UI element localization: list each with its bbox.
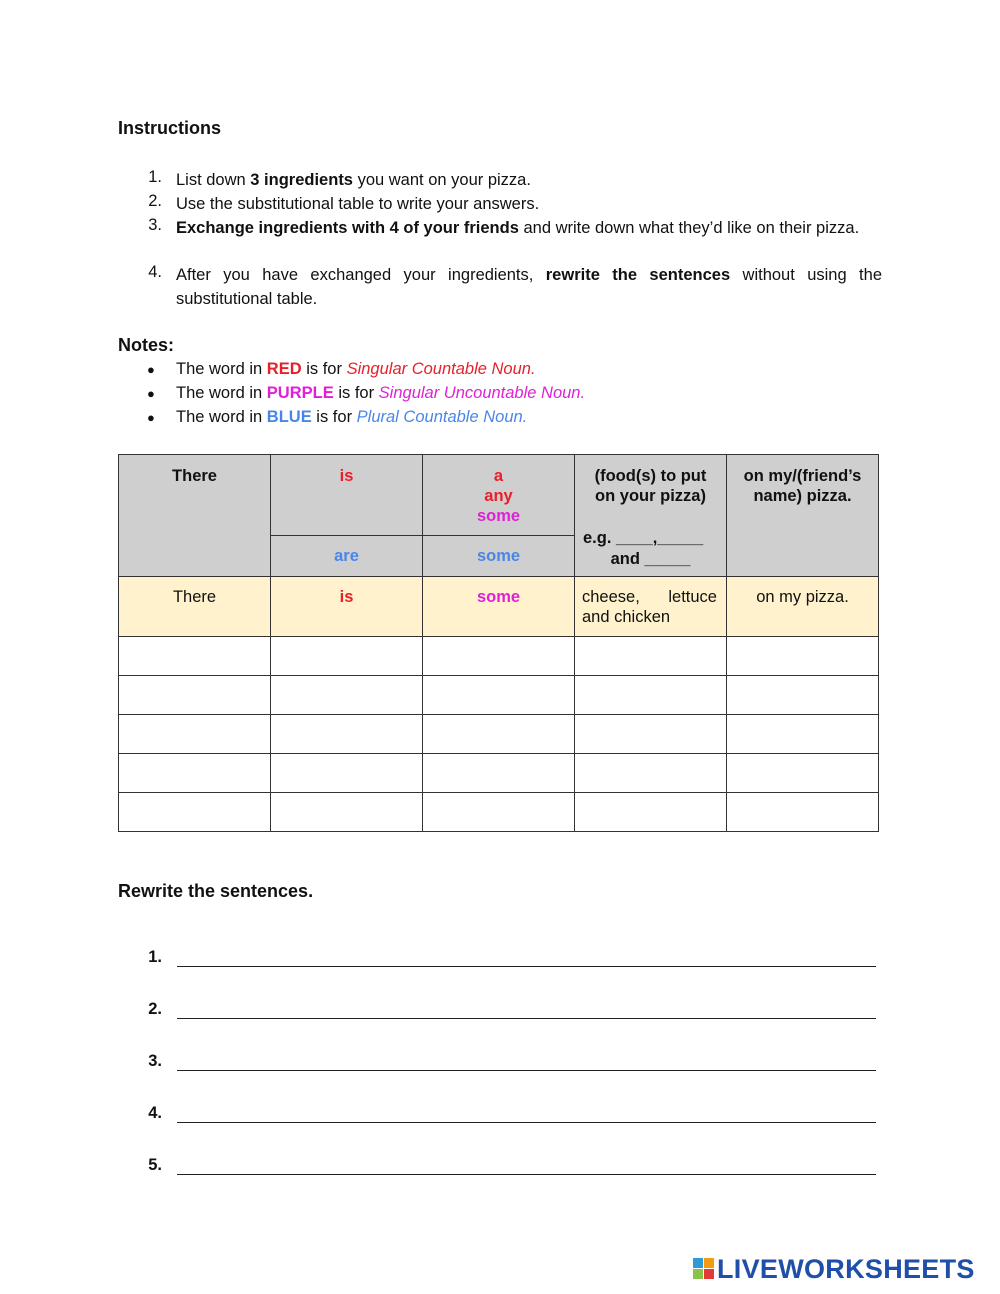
- list-item: Use the substitutional table to write your answers.: [176, 195, 540, 213]
- answer-cell[interactable]: [118, 753, 271, 793]
- header-cell-are: are: [270, 535, 423, 577]
- answer-cell[interactable]: [574, 753, 727, 793]
- header-cell-articles: a any some: [422, 454, 575, 536]
- header-cell-some: some: [422, 535, 575, 577]
- answer-cell[interactable]: [726, 636, 879, 676]
- answer-cell[interactable]: [422, 636, 575, 676]
- note-item-purple: The word in PURPLE is for Singular Uncountable Noun.: [176, 384, 586, 402]
- example-cell-some: some: [422, 576, 575, 637]
- liveworksheets-logo[interactable]: [693, 1254, 975, 1284]
- logo-text: LIVEWORKSHEETS: [717, 1253, 975, 1284]
- answer-line[interactable]: [177, 1018, 876, 1019]
- list-number: 3.: [148, 216, 162, 234]
- header-cell-there: There: [118, 454, 271, 577]
- notes-heading: Notes:: [118, 335, 175, 355]
- bullet: ●: [147, 362, 155, 377]
- line-number: 3.: [148, 1052, 162, 1070]
- answer-cell[interactable]: [726, 675, 879, 715]
- line-number: 2.: [148, 1000, 162, 1018]
- answer-cell[interactable]: [118, 675, 271, 715]
- answer-cell[interactable]: [726, 714, 879, 754]
- answer-cell[interactable]: [422, 753, 575, 793]
- note-item-red: The word in RED is for Singular Countable Noun.: [176, 360, 536, 378]
- answer-cell[interactable]: [270, 753, 423, 793]
- example-cell-there: There: [118, 576, 271, 637]
- answer-line[interactable]: [177, 1070, 876, 1071]
- rewrite-heading: Rewrite the sentences.: [118, 881, 314, 901]
- answer-line[interactable]: [177, 1174, 876, 1175]
- list-number: 2.: [148, 192, 162, 210]
- line-number: 5.: [148, 1156, 162, 1174]
- answer-cell[interactable]: [270, 636, 423, 676]
- example-cell-food: cheese, lettuce and chicken: [574, 576, 727, 637]
- answer-cell[interactable]: [118, 792, 271, 832]
- answer-cell[interactable]: [422, 714, 575, 754]
- logo-mark-icon: [693, 1258, 715, 1280]
- note-item-blue: The word in BLUE is for Plural Countable Noun.: [176, 408, 528, 426]
- answer-cell[interactable]: [118, 714, 271, 754]
- answer-cell[interactable]: [574, 792, 727, 832]
- line-number: 1.: [148, 948, 162, 966]
- list-item: After you have exchanged your ingredients, rewrite the sentences without using the substitutional table.: [176, 266, 882, 308]
- answer-cell[interactable]: [726, 753, 879, 793]
- answer-line[interactable]: [177, 1122, 876, 1123]
- header-cell-food: (food(s) to put on your pizza) e.g. ____,_____ and _____: [574, 454, 727, 577]
- answer-cell[interactable]: [270, 792, 423, 832]
- answer-line[interactable]: [177, 966, 876, 967]
- answer-cell[interactable]: [574, 714, 727, 754]
- list-number: 4.: [148, 263, 162, 281]
- bullet: ●: [147, 410, 155, 425]
- line-number: 4.: [148, 1104, 162, 1122]
- answer-cell[interactable]: [422, 792, 575, 832]
- answer-cell[interactable]: [726, 792, 879, 832]
- instructions-heading: Instructions: [118, 118, 222, 138]
- list-item: List down 3 ingredients you want on your pizza.: [176, 171, 531, 189]
- example-cell-pizza: on my pizza.: [726, 576, 879, 637]
- answer-cell[interactable]: [574, 636, 727, 676]
- answer-cell[interactable]: [270, 675, 423, 715]
- header-cell-pizza: on my/(friend’s name) pizza.: [726, 454, 879, 577]
- list-item: Exchange ingredients with 4 of your friends and write down what they’d like on their pizza.: [176, 219, 860, 237]
- answer-cell[interactable]: [118, 636, 271, 676]
- list-number: 1.: [148, 168, 162, 186]
- bullet: ●: [147, 386, 155, 401]
- header-cell-is: is: [270, 454, 423, 536]
- answer-cell[interactable]: [574, 675, 727, 715]
- example-cell-is: is: [270, 576, 423, 637]
- answer-cell[interactable]: [270, 714, 423, 754]
- answer-cell[interactable]: [422, 675, 575, 715]
